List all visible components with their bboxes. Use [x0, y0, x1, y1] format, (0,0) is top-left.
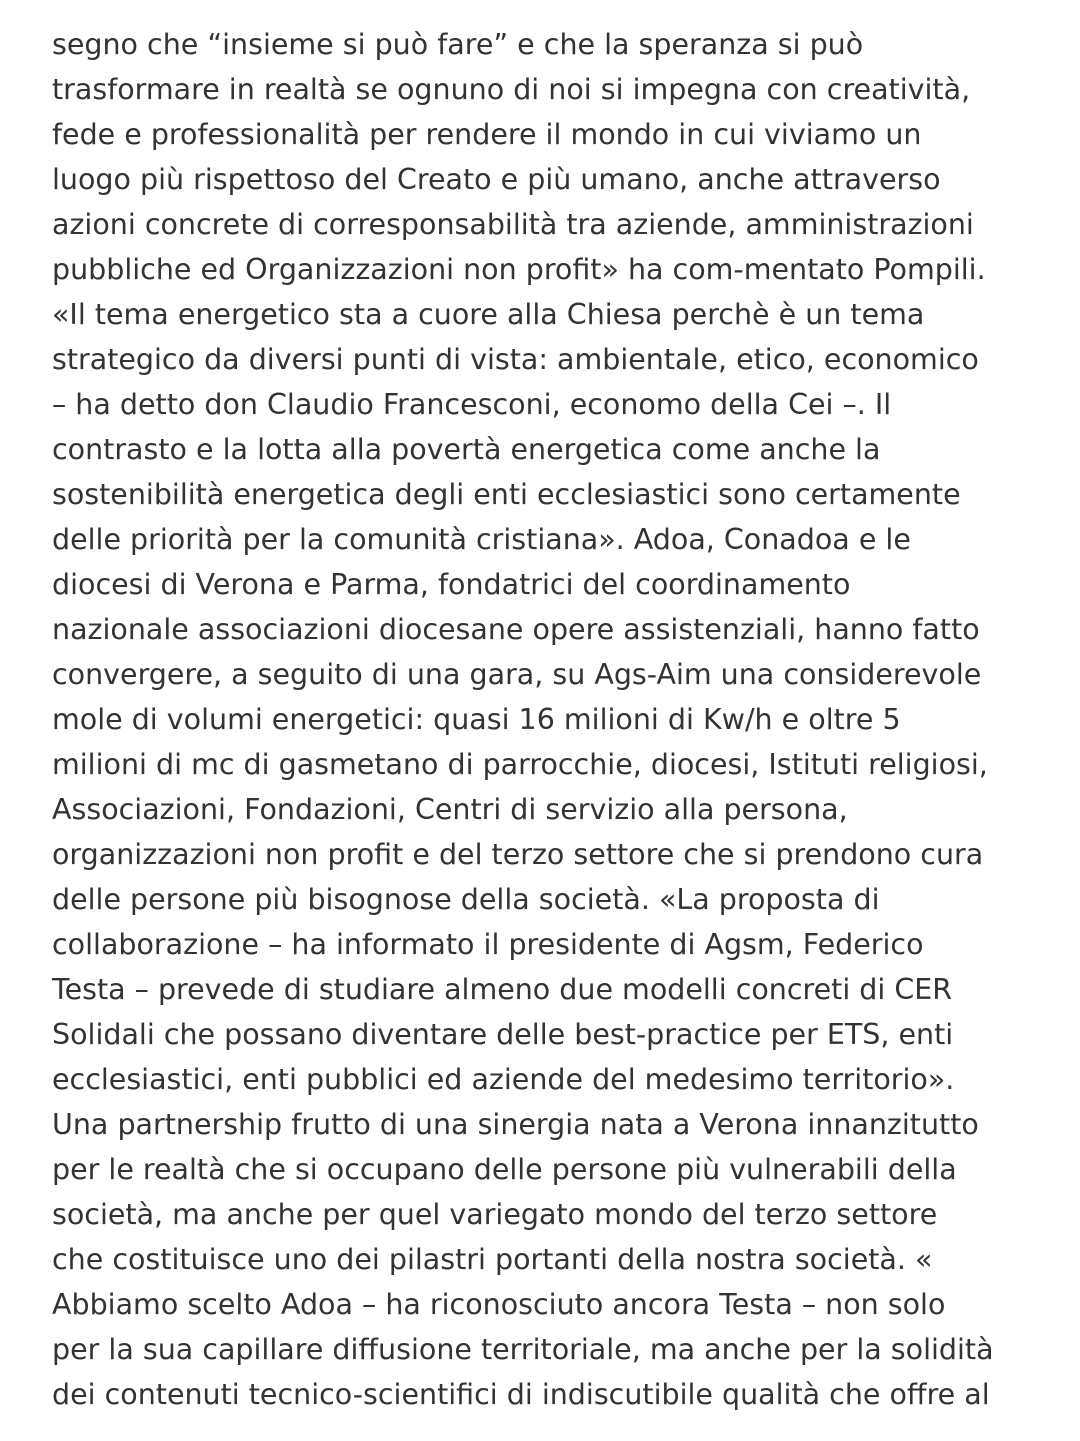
- article-body: [52, 22, 1062, 1417]
- text-line: pubbliche ed Organizzazioni non profit» ha com-mentato Pompili.: [52, 253, 986, 286]
- text-line: contrasto e la lotta alla povertà energetica come anche la: [52, 433, 881, 466]
- text-line: Solidali che possano diventare delle best-practice per ETS, enti: [52, 1018, 954, 1051]
- text-line: collaborazione – ha informato il presidente di Agsm, Federico: [52, 928, 924, 961]
- text-line: che costituisce uno dei pilastri portanti della nostra società. «: [52, 1243, 933, 1276]
- text-line: Una partnership frutto di una sinergia nata a Verona innanzitutto: [52, 1108, 979, 1141]
- text-line: fede e professionalità per rendere il mondo in cui viviamo un: [52, 118, 922, 151]
- text-line: mole di volumi energetici: quasi 16 milioni di Kw/h e oltre 5: [52, 703, 901, 736]
- text-line: trasformare in realtà se ognuno di noi si impegna con creatività,: [52, 73, 971, 106]
- text-line: Associazioni, Fondazioni, Centri di servizio alla persona,: [52, 793, 848, 826]
- text-line: milioni di mc di gasmetano di parrocchie, diocesi, Istituti religiosi,: [52, 748, 988, 781]
- text-line: convergere, a seguito di una gara, su Ags-Aim una considerevole: [52, 658, 982, 691]
- text-line: «Il tema energetico sta a cuore alla Chiesa perchè è un tema: [52, 298, 925, 331]
- text-line: delle priorità per la comunità cristiana». Adoa, Conadoa e le: [52, 523, 911, 556]
- text-line: dei contenuti tecnico-scientifici di indiscutibile qualità che offre al: [52, 1378, 990, 1411]
- text-line: Testa – prevede di studiare almeno due modelli concreti di CER: [52, 973, 953, 1006]
- text-line: ecclesiastici, enti pubblici ed aziende del medesimo territorio».: [52, 1063, 955, 1096]
- text-line: strategico da diversi punti di vista: ambientale, etico, economico: [52, 343, 979, 376]
- text-line: per la sua capillare diffusione territoriale, ma anche per la solidità: [52, 1333, 994, 1366]
- text-line: nazionale associazioni diocesane opere assistenziali, hanno fatto: [52, 613, 980, 646]
- text-line: delle persone più bisognose della società. «La proposta di: [52, 883, 880, 916]
- text-line: organizzazioni non profit e del terzo settore che si prendono cura: [52, 838, 984, 871]
- text-line: – ha detto don Claudio Francesconi, economo della Cei –. Il: [52, 388, 892, 421]
- text-line: Abbiamo scelto Adoa – ha riconosciuto ancora Testa – non solo: [52, 1288, 946, 1321]
- text-line: azioni concrete di corresponsabilità tra aziende, amministrazioni: [52, 208, 974, 241]
- text-line: luogo più rispettoso del Creato e più umano, anche attraverso: [52, 163, 941, 196]
- text-line: diocesi di Verona e Parma, fondatrici del coordinamento: [52, 568, 851, 601]
- text-line: sostenibilità energetica degli enti ecclesiastici sono certamente: [52, 478, 961, 511]
- text-line: per le realtà che si occupano delle persone più vulnerabili della: [52, 1153, 957, 1186]
- text-line: società, ma anche per quel variegato mondo del terzo settore: [52, 1198, 938, 1231]
- text-line: segno che “insieme si può fare” e che la speranza si può: [52, 28, 864, 61]
